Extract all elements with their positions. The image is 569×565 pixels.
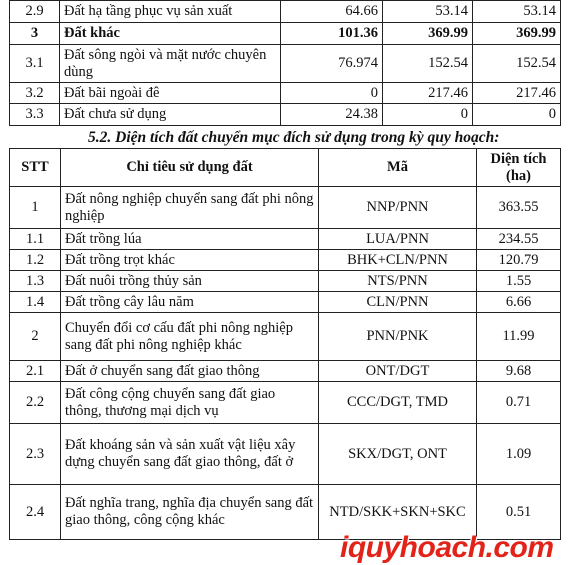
row-stt: 3.2 — [10, 83, 60, 104]
row-value-2: 217.46 — [383, 83, 473, 104]
row-value-1: 64.66 — [281, 1, 383, 23]
row-code: NNP/PNN — [319, 187, 477, 229]
land-conversion-table — [9, 148, 561, 540]
section-title: 5.2. Diện tích đất chuyển mục đích sử dụng trong kỳ quy hoạch: — [88, 129, 500, 146]
row-indicator: Đất khoáng sản và sản xuất vật liệu xây dựng chuyển sang đất giao thông, đất ở — [61, 424, 319, 485]
row-value-1: 101.36 — [281, 23, 383, 45]
row-code: NTS/PNN — [319, 271, 477, 292]
header-row — [10, 149, 561, 187]
row-code: LUA/PNN — [319, 229, 477, 250]
row-name: Đất sông ngòi và mặt nước chuyên dùng — [60, 45, 281, 83]
table-row — [10, 382, 561, 424]
row-stt: 3.3 — [10, 104, 60, 126]
table-row — [10, 424, 561, 485]
row-stt: 1.4 — [10, 292, 61, 313]
table-row — [10, 23, 561, 45]
row-value-1: 24.38 — [281, 104, 383, 126]
row-stt: 2.4 — [10, 485, 61, 540]
row-area: 363.55 — [477, 187, 561, 229]
header-indicator: Chỉ tiêu sử dụng đất — [61, 149, 319, 187]
row-indicator: Đất trồng lúa — [61, 229, 319, 250]
table-row — [10, 292, 561, 313]
row-value-1: 76.974 — [281, 45, 383, 83]
row-area: 6.66 — [477, 292, 561, 313]
table-row — [10, 250, 561, 271]
row-area: 11.99 — [477, 313, 561, 361]
row-indicator: Chuyển đổi cơ cấu đất phi nông nghiệp sang đất phi nông nghiệp khác — [61, 313, 319, 361]
table-row — [10, 187, 561, 229]
row-area: 0.71 — [477, 382, 561, 424]
row-stt: 3.1 — [10, 45, 60, 83]
row-indicator: Đất công cộng chuyển sang đất giao thông, thương mại dịch vụ — [61, 382, 319, 424]
row-code: SKX/DGT, ONT — [319, 424, 477, 485]
table-row — [10, 83, 561, 104]
table-row — [10, 104, 561, 126]
row-area: 0.51 — [477, 485, 561, 540]
row-name: Đất chưa sử dụng — [60, 104, 281, 126]
row-value-3: 53.14 — [473, 1, 561, 23]
table-row — [10, 361, 561, 382]
row-stt: 2 — [10, 313, 61, 361]
row-area: 234.55 — [477, 229, 561, 250]
row-value-2: 152.54 — [383, 45, 473, 83]
row-stt: 2.2 — [10, 382, 61, 424]
row-area: 120.79 — [477, 250, 561, 271]
row-value-2: 369.99 — [383, 23, 473, 45]
row-code: CCC/DGT, TMD — [319, 382, 477, 424]
row-stt: 1.1 — [10, 229, 61, 250]
row-area: 1.09 — [477, 424, 561, 485]
row-code: PNN/PNK — [319, 313, 477, 361]
row-indicator: Đất ở chuyển sang đất giao thông — [61, 361, 319, 382]
row-indicator: Đất nuôi trồng thủy sản — [61, 271, 319, 292]
row-value-2: 0 — [383, 104, 473, 126]
row-indicator: Đất nghĩa trang, nghĩa địa chuyển sang đất giao thông, công cộng khác — [61, 485, 319, 540]
table-row — [10, 45, 561, 83]
row-value-1: 0 — [281, 83, 383, 104]
row-stt: 2.9 — [10, 1, 60, 23]
header-code: Mã — [319, 149, 477, 187]
row-code: CLN/PNN — [319, 292, 477, 313]
row-code: NTD/SKK+SKN+SKC — [319, 485, 477, 540]
row-area: 1.55 — [477, 271, 561, 292]
header-stt: STT — [10, 149, 61, 187]
row-stt: 3 — [10, 23, 60, 45]
row-name: Đất hạ tầng phục vụ sản xuất — [60, 1, 281, 23]
row-value-3: 0 — [473, 104, 561, 126]
table-row — [10, 271, 561, 292]
table-row — [10, 1, 561, 23]
row-code: BHK+CLN/PNN — [319, 250, 477, 271]
row-indicator: Đất trồng trọt khác — [61, 250, 319, 271]
row-name: Đất bãi ngoài đê — [60, 83, 281, 104]
table-row — [10, 313, 561, 361]
header-area: Diện tích (ha) — [477, 149, 561, 187]
row-value-3: 217.46 — [473, 83, 561, 104]
row-value-3: 369.99 — [473, 23, 561, 45]
row-stt: 1.3 — [10, 271, 61, 292]
row-stt: 1 — [10, 187, 61, 229]
row-indicator: Đất nông nghiệp chuyển sang đất phi nông nghiệp — [61, 187, 319, 229]
watermark-logo: iquyhoach.com — [340, 531, 554, 564]
row-value-2: 53.14 — [383, 1, 473, 23]
row-stt: 2.1 — [10, 361, 61, 382]
row-code: ONT/DGT — [319, 361, 477, 382]
row-stt: 1.2 — [10, 250, 61, 271]
row-area: 9.68 — [477, 361, 561, 382]
table-row — [10, 229, 561, 250]
row-stt: 2.3 — [10, 424, 61, 485]
land-use-summary-table — [9, 0, 561, 126]
row-value-3: 152.54 — [473, 45, 561, 83]
row-name: Đất khác — [60, 23, 281, 45]
row-indicator: Đất trồng cây lâu năm — [61, 292, 319, 313]
